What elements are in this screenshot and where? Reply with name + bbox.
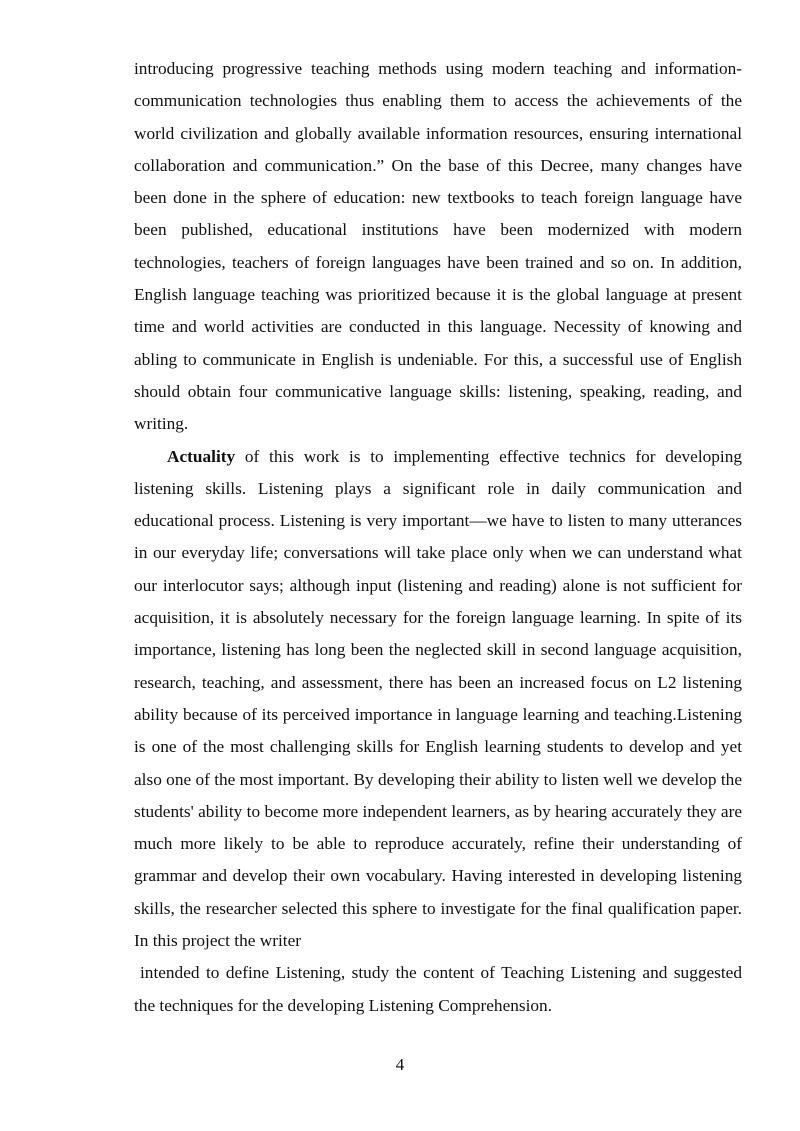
actuality-text: of this work is to implementing effective technics for developing listening skills. Listening plays a significant role in daily communication and educational process. Listening is very important—we have to listen to many utterances in our everyday life; conversations will take place only when we can understand what our interlocutor says; although input (listening and reading) alone is not sufficient for acquisition, it is absolutely necessary for the foreign language learning. In spite of its importance, listening has long been the neglected skill in second language acquisition, research, teaching, and assessment, there has been an increased focus on L2 listening ability because of its perceived importance in language learning and teaching.Listening is one of the most challenging skills for English learning students to develop and yet also one of the most important. By developing their ability to listen well we develop the students' ability to become more independent learners, as by hearing accurately they are much more likely to be able to reproduce accurately, refine their understanding of grammar and develop their own vocabulary. Having interested in developing listening skills, the researcher selected this sphere to investigate for the final qualification paper. In this project the writer <box>134 446 742 951</box>
page-number: 4 <box>395 1055 405 1074</box>
paragraph-actuality <box>134 441 742 958</box>
paragraph-intent: intended to define Listening, study the content of Teaching Listening and suggested the techniques for the developing Listening Comprehension. <box>134 963 742 1015</box>
paragraph-decree: introducing progressive teaching methods using modern teaching and information-communication technologies thus enabling them to access the achievements of the world civilization and globally available information resources, ensuring international collaboration and communication.” On the base of this Decree, many changes have been done in the sphere of education: new textbooks to teach foreign language have been published, educational institutions have been modernized with modern technologies, teachers of foreign languages have been trained and so on. In addition, English language teaching was prioritized because it is the global language at present time and world activities are conducted in this language. Necessity of knowing and abling to communicate in English is undeniable. For this, a successful use of English should obtain four communicative language skills: listening, speaking, reading, and writing. <box>134 59 742 434</box>
document-body <box>134 53 742 1022</box>
actuality-term: Actuality <box>167 446 236 466</box>
